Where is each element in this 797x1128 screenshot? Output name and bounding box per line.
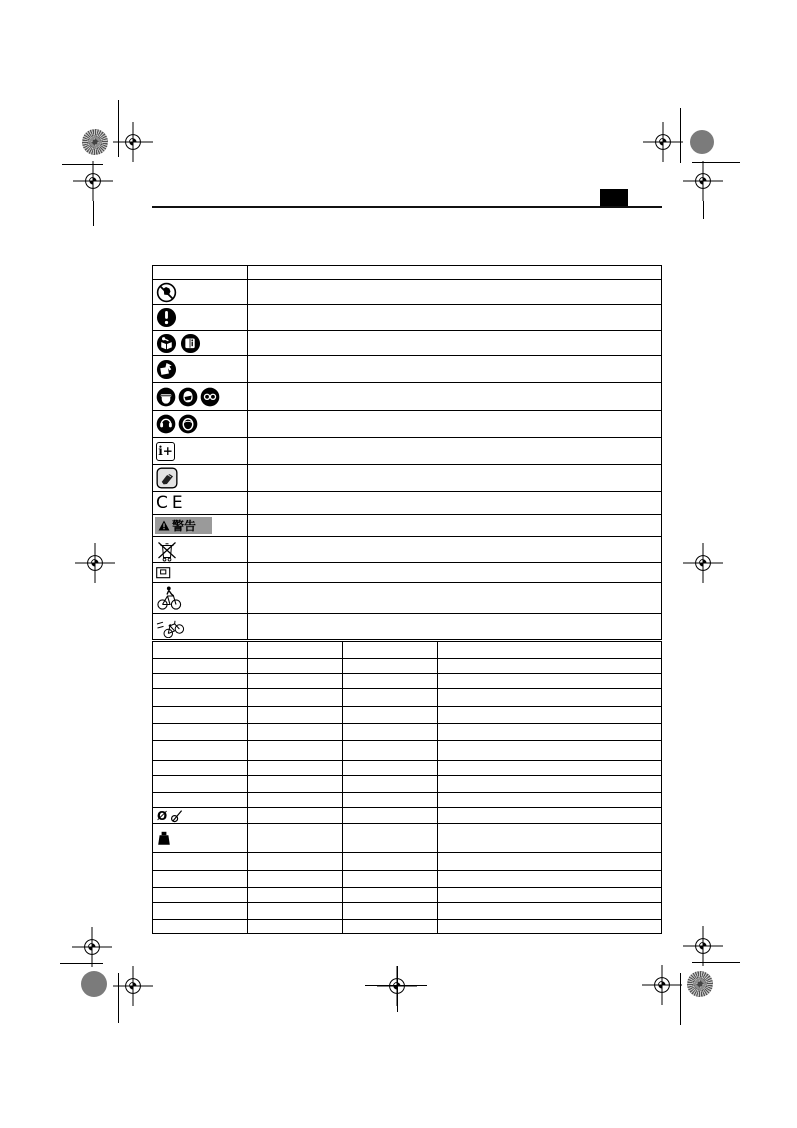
registration-crosshair-icon — [642, 965, 682, 1005]
weight-icon — [157, 831, 171, 846]
table-row — [153, 356, 661, 383]
symbol-cell — [153, 563, 248, 582]
spec-cell — [248, 871, 343, 887]
header-rule — [152, 206, 662, 208]
spec-cell — [248, 741, 343, 760]
spec-cell — [343, 659, 438, 673]
spec-cell — [438, 888, 661, 902]
spec-cell — [438, 674, 661, 688]
cyclist-icon — [156, 585, 182, 611]
warning-triangle-icon — [158, 520, 170, 531]
spec-cell — [343, 707, 438, 723]
description-cell — [248, 515, 661, 536]
spec-cell — [438, 793, 661, 807]
dust-mask-icon — [178, 387, 198, 407]
table-row — [153, 305, 661, 331]
registration-crosshair-icon — [377, 966, 417, 1006]
spec-cell — [153, 824, 248, 852]
symbol-cell — [153, 515, 248, 536]
spec-cell — [153, 871, 248, 887]
spec-cell — [153, 659, 248, 673]
description-cell — [248, 465, 661, 491]
spec-row — [153, 724, 661, 741]
symbol-cell — [153, 305, 248, 330]
spec-cell — [438, 761, 661, 775]
solid-gray-circle — [690, 130, 714, 154]
spec-table — [152, 641, 662, 934]
ear-protection-icon — [156, 414, 176, 434]
spec-cell — [248, 689, 343, 706]
registration-crosshair-icon — [683, 543, 723, 583]
spec-cell — [343, 793, 438, 807]
spec-row — [153, 741, 661, 761]
table-row — [153, 614, 661, 639]
registration-crosshair-icon — [683, 161, 723, 201]
spec-cell — [343, 761, 438, 775]
spec-cell — [343, 642, 438, 658]
eye-protection-icon — [156, 387, 176, 407]
spec-cell — [343, 776, 438, 792]
crop-line — [93, 201, 94, 226]
symbol-cell — [153, 438, 248, 464]
spec-row — [153, 871, 661, 888]
spec-row — [153, 776, 661, 793]
table-row — [153, 515, 661, 537]
spec-cell — [343, 689, 438, 706]
spec-row — [153, 674, 661, 689]
spec-row — [153, 920, 661, 933]
spec-cell — [248, 642, 343, 658]
spec-cell — [343, 741, 438, 760]
symbol-cell — [153, 583, 248, 613]
spec-cell — [248, 920, 343, 933]
spec-cell — [153, 776, 248, 792]
registration-crosshair-icon — [113, 122, 153, 162]
spec-cell — [343, 853, 438, 870]
spec-cell — [153, 888, 248, 902]
spec-cell — [153, 761, 248, 775]
spec-cell — [248, 888, 343, 902]
spec-cell — [153, 674, 248, 688]
sunburst-gray-circle — [82, 129, 108, 155]
protective-glove-icon — [156, 467, 178, 489]
symbol-cell — [153, 383, 248, 410]
spec-row — [153, 689, 661, 707]
symbol-cell — [153, 411, 248, 437]
solid-gray-circle — [81, 971, 107, 997]
spec-cell — [153, 920, 248, 933]
table-row — [153, 537, 661, 563]
spec-cell — [248, 824, 343, 852]
table-row — [153, 465, 661, 492]
spec-cell — [153, 741, 248, 760]
info-plus-icon: i+ — [156, 442, 175, 461]
warning-text: 警告 — [172, 518, 197, 533]
diameter-symbol: Ø — [157, 808, 168, 823]
spec-cell — [248, 853, 343, 870]
spec-cell — [438, 707, 661, 723]
spec-row-diameter — [153, 808, 661, 824]
table-row — [153, 438, 661, 465]
table-row — [153, 411, 661, 438]
fallen-bicycle-icon — [156, 616, 188, 638]
spec-cell — [343, 888, 438, 902]
spec-row — [153, 707, 661, 724]
sunburst-gray-circle — [687, 971, 713, 997]
spec-cell — [343, 903, 438, 919]
table-row — [153, 331, 661, 356]
spec-cell — [248, 724, 343, 740]
spec-cell — [438, 824, 661, 852]
symbol-cell — [153, 331, 248, 355]
table-row — [153, 492, 661, 515]
description-cell — [248, 438, 661, 464]
spec-cell — [438, 741, 661, 760]
spec-cell — [248, 776, 343, 792]
description-cell — [248, 383, 661, 410]
table-row — [153, 583, 661, 614]
description-cell — [248, 331, 661, 355]
crop-line — [703, 201, 704, 219]
symbol-cell — [153, 280, 248, 304]
no-touch-prohibition-icon — [156, 282, 177, 303]
spec-cell — [153, 689, 248, 706]
spec-cell — [248, 707, 343, 723]
spec-cell — [438, 642, 661, 658]
symbol-cell — [153, 492, 248, 514]
spec-cell — [248, 761, 343, 775]
book-reference-icon — [156, 359, 177, 380]
description-header-cell — [248, 266, 661, 279]
table-row — [153, 280, 661, 305]
mandatory-attention-icon — [156, 307, 177, 328]
spec-cell — [438, 903, 661, 919]
symbol-cell — [153, 356, 248, 382]
spec-cell — [343, 920, 438, 933]
registration-crosshair-icon — [73, 161, 113, 201]
spec-row — [153, 793, 661, 808]
safety-goggles-icon — [200, 387, 220, 407]
warning-label — [155, 517, 212, 534]
instruction-book-icon — [180, 333, 201, 354]
hex-size-icon — [170, 809, 183, 823]
spec-cell — [438, 776, 661, 792]
description-cell — [248, 537, 661, 562]
description-cell — [248, 563, 661, 582]
spec-cell — [343, 724, 438, 740]
registration-crosshair-icon — [683, 926, 723, 966]
description-cell — [248, 356, 661, 382]
crop-line — [680, 973, 681, 1025]
spec-cell — [343, 824, 438, 852]
registration-crosshair-icon — [72, 927, 112, 967]
spec-cell — [438, 808, 661, 823]
crop-line — [118, 973, 119, 1023]
crop-line — [60, 963, 103, 964]
registration-crosshair-icon — [113, 966, 153, 1006]
spec-cell — [153, 853, 248, 870]
spec-cell — [153, 642, 248, 658]
symbol-cell — [153, 537, 248, 562]
spec-cell — [343, 871, 438, 887]
description-cell — [248, 305, 661, 330]
spec-cell — [153, 707, 248, 723]
description-cell — [248, 411, 661, 437]
description-cell — [248, 280, 661, 304]
registration-crosshair-icon — [643, 122, 683, 162]
symbol-table-header-row — [153, 266, 661, 280]
spec-row — [153, 903, 661, 920]
spec-row — [153, 659, 661, 674]
spec-cell — [153, 724, 248, 740]
symbol-cell — [153, 465, 248, 491]
ce-mark: CE — [156, 493, 187, 513]
spec-cell — [438, 871, 661, 887]
spec-cell — [438, 659, 661, 673]
crop-line — [692, 962, 740, 963]
spec-header-row — [153, 642, 661, 659]
description-cell — [248, 492, 661, 514]
symbol-table — [152, 265, 662, 640]
protective-goggles-icon — [178, 414, 198, 434]
spec-cell — [438, 724, 661, 740]
spec-cell — [343, 674, 438, 688]
table-row — [153, 563, 661, 583]
spec-cell — [153, 903, 248, 919]
description-cell — [248, 614, 661, 639]
double-insulation-icon — [156, 567, 171, 579]
spec-cell — [248, 659, 343, 673]
spec-row — [153, 761, 661, 776]
symbol-header-cell — [153, 266, 248, 279]
page-number-tab — [600, 189, 628, 207]
spec-row-weight — [153, 824, 661, 853]
spec-row — [153, 888, 661, 903]
registration-crosshair-icon — [75, 543, 115, 583]
spec-cell — [153, 793, 248, 807]
description-cell — [248, 583, 661, 613]
spec-cell — [438, 689, 661, 706]
spec-cell — [248, 808, 343, 823]
spec-cell — [248, 903, 343, 919]
table-row — [153, 383, 661, 411]
weee-crossed-bin-icon — [156, 538, 178, 562]
symbol-cell — [153, 614, 248, 639]
spec-row — [153, 853, 661, 871]
spec-cell — [248, 674, 343, 688]
spec-cell — [248, 793, 343, 807]
spec-cell — [153, 808, 248, 823]
spec-cell — [438, 853, 661, 870]
spec-cell — [438, 920, 661, 933]
read-manual-icon — [156, 333, 177, 354]
spec-cell — [343, 808, 438, 823]
